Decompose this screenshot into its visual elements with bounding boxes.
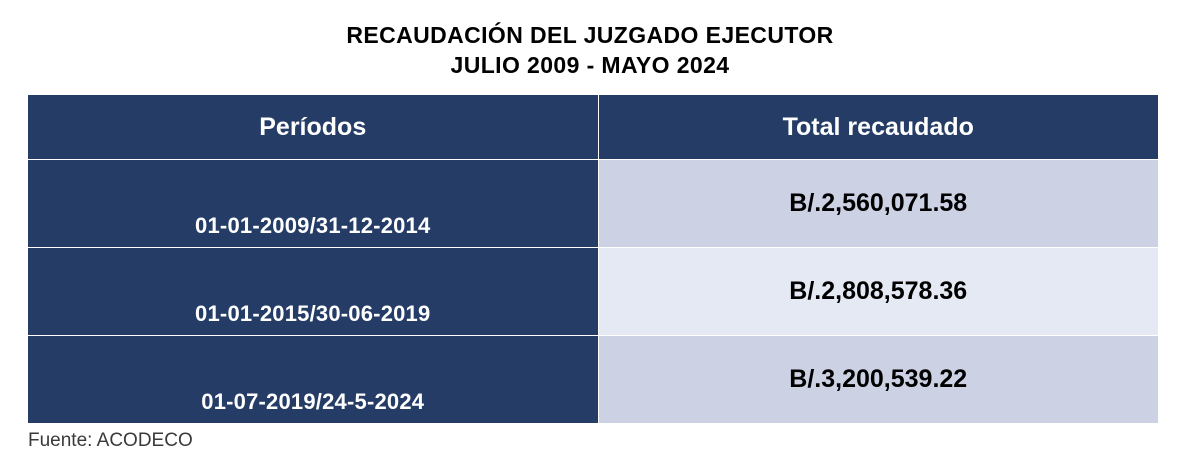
table-row <box>28 336 1158 424</box>
page-title <box>0 0 1200 80</box>
column-header-periodos: Períodos <box>28 95 598 160</box>
cell-total: B/.2,808,578.36 <box>598 248 1158 336</box>
cell-period: 01-01-2009/31-12-2014 <box>28 160 598 248</box>
table-container <box>28 94 1158 424</box>
source-note: Fuente: ACODECO <box>28 430 193 451</box>
title-line-1: RECAUDACIÓN DEL JUZGADO EJECUTOR <box>346 22 834 48</box>
title-line-2: JULIO 2009 - MAYO 2024 <box>450 52 730 78</box>
cell-period: 01-01-2015/30-06-2019 <box>28 248 598 336</box>
cell-total: B/.2,560,071.58 <box>598 160 1158 248</box>
table-row <box>28 248 1158 336</box>
cell-total: B/.3,200,539.22 <box>598 336 1158 424</box>
table-row <box>28 160 1158 248</box>
column-header-total-recaudado: Total recaudado <box>598 95 1158 160</box>
table-header <box>28 95 1158 160</box>
recaudacion-table <box>28 94 1158 424</box>
table-body <box>28 160 1158 424</box>
table-header-row <box>28 95 1158 160</box>
cell-period: 01-07-2019/24-5-2024 <box>28 336 598 424</box>
